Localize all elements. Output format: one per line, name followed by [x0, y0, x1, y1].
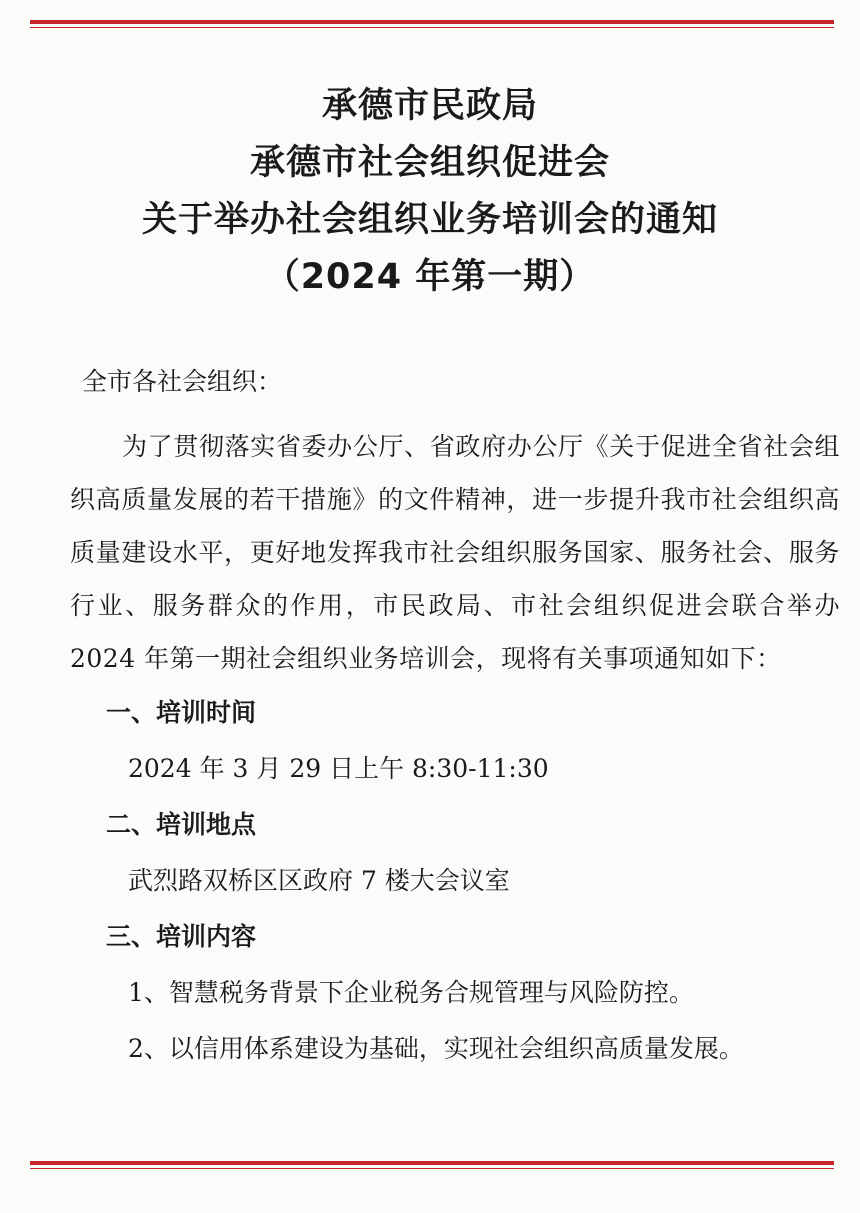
section-item-time: 2024 年 3 月 29 日上午 8:30-11:30: [128, 754, 549, 783]
title-issue-number: （2024 年第一期）: [264, 257, 596, 297]
section-heading-time: 一、培训时间: [106, 698, 257, 727]
title-subject: 关于举办社会组织业务培训会的通知: [141, 200, 718, 240]
top-red-rule: [30, 20, 834, 24]
section-item-location: 武烈路双桥区区政府 7 楼大会议室: [128, 866, 510, 895]
section-item-content-2: 2、以信用体系建设为基础，实现社会组织高质量发展。: [128, 1034, 744, 1063]
salutation: 全市各社会组织：: [82, 367, 283, 396]
section-heading-content: 三、培训内容: [106, 922, 257, 951]
document-title: [0, 78, 860, 306]
intro-paragraph: 为了贯彻落实省委办公厅、省政府办公厅《关于促进全省社会组织高质量发展的若干措施》的文件精神，进一步提升我市社会组织高质量建设水平，更好地发挥我市社会组织服务国家、服务社会、服务行业、服务群众的作用，市民政局、市社会组织促进会联合举办 2024 年第一期社会组织业务培训会，现将有关事项通知如下：: [70, 432, 840, 673]
document-body: [70, 360, 840, 1077]
title-issuer-1: 承德市民政局: [321, 86, 538, 126]
title-issuer-2: 承德市社会组织促进会: [249, 143, 610, 183]
section-item-content-1: 1、智慧税务背景下企业税务合规管理与风险防控。: [128, 978, 694, 1007]
section-heading-location: 二、培训地点: [106, 810, 257, 839]
bottom-red-rule: [30, 1161, 834, 1165]
